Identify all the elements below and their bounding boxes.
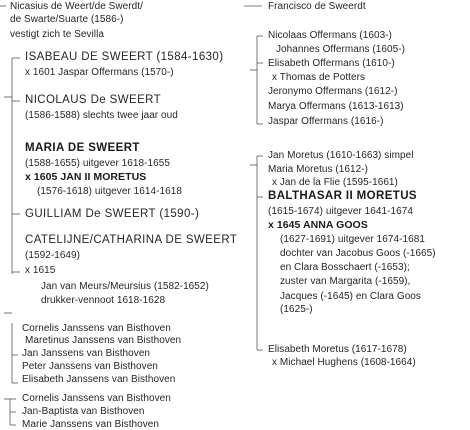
offermans-jeronymo: Jeronymo Offermans (1612-): [268, 86, 398, 97]
isabeau-spouse: x 1601 Jaspar Offermans (1570-): [25, 67, 174, 78]
meurs-name: Jan van Meurs/Meursius (1582-1652): [41, 281, 209, 292]
anna-goos-siblings-1: zuster van Margarita (-1659),: [280, 276, 411, 287]
bisthoven-1-jan: Jan Janssens van Bisthoven: [22, 348, 151, 359]
meurs-note: drukker-vennoot 1618-1628: [41, 295, 166, 306]
bisthoven-1-elisabeth: Elisabeth Janssens van Bisthoven: [22, 374, 176, 385]
anna-goos-siblings-3: (1625-): [280, 304, 313, 315]
bisthoven-1-maretinus: Maretinus Janssens van Bisthoven: [25, 335, 182, 346]
guilliam-name: GUILLIAM De SWEERT (1590-): [25, 208, 200, 220]
maria-spouse: x 1605 JAN II MORETUS: [25, 171, 147, 183]
offermans-johannes: Johannes Offermans (1605-): [276, 44, 405, 55]
isabeau-name: ISABEAU DE SWEERT (1584-1630): [25, 51, 224, 63]
anna-goos-dates: (1627-1691) uitgever 1674-1681: [280, 234, 425, 245]
moretus-jan: Jan Moretus (1610-1663) simpel: [268, 150, 414, 161]
moretus-maria: Maria Moretus (1612-): [268, 164, 368, 175]
balthasar-spouse: x 1645 ANNA GOOS: [268, 219, 368, 231]
catelijne-marriage: x 1615: [25, 265, 56, 276]
anna-goos-parents-1: dochter van Jacobus Goos (-1665): [280, 248, 436, 259]
catelijne-dates: (1592-1649): [25, 250, 81, 261]
offermans-marya: Marya Offermans (1613-1613): [268, 101, 404, 112]
offermans-jaspar: Jaspar Offermans (1616-): [268, 116, 384, 127]
anna-goos-parents-2: en Clara Bosschaert (-1653);: [280, 262, 410, 273]
nicasius-line-1: Nicasius de Weert/de Swerdt/: [10, 1, 143, 12]
nicasius-line-3: vestigt zich te Sevilla: [10, 29, 104, 40]
balthasar-dates: (1615-1674) uitgever 1641-1674: [268, 206, 413, 217]
offermans-nicolaas: Nicolaas Offermans (1603-): [268, 30, 392, 41]
maria-dates: (1588-1655) uitgever 1618-1655: [25, 158, 170, 169]
moretus-maria-spouse: x Jan de la Flie (1595-1661): [272, 177, 398, 188]
bisthoven-2-cornelis: Cornelis Janssens van Bisthoven: [22, 393, 171, 404]
anna-goos-siblings-2: Jacques (-1645) en Clara Goos: [280, 291, 421, 302]
nicolaus-name: NICOLAUS De SWEERT: [25, 94, 162, 106]
offermans-elisabeth: Elisabeth Offermans (1610-): [268, 58, 395, 69]
balthasar-name: BALTHASAR II MORETUS: [268, 190, 417, 202]
maria-name: MARIA DE SWEERT: [25, 142, 140, 154]
bisthoven-1-peter: Peter Janssens van Bisthoven: [22, 361, 158, 372]
bisthoven-2-marie: Marie Janssens van Bisthoven: [22, 419, 160, 430]
bisthoven-1-cornelis: Cornelis Janssens van Bisthoven: [22, 323, 171, 334]
bisthoven-2-jan-baptista: Jan-Baptista van Bisthoven: [22, 406, 145, 417]
elisabeth-moretus-spouse: x Michael Hughens (1608-1664): [272, 357, 416, 368]
nicasius-line-2: de Swarte/Suarte (1586-): [10, 14, 124, 25]
nicolaus-note: (1586-1588) slechts twee jaar oud: [25, 110, 178, 121]
maria-spouse-dates: (1576-1618) uitgever 1614-1618: [37, 186, 182, 197]
catelijne-name: CATELIJNE/CATHARINA DE SWEERT: [25, 234, 238, 246]
elisabeth-moretus: Elisabeth Moretus (1617-1678): [268, 344, 407, 355]
offermans-elisabeth-spouse: x Thomas de Potters: [272, 72, 366, 83]
francisco-name: Francisco de Sweerdt: [268, 1, 366, 12]
